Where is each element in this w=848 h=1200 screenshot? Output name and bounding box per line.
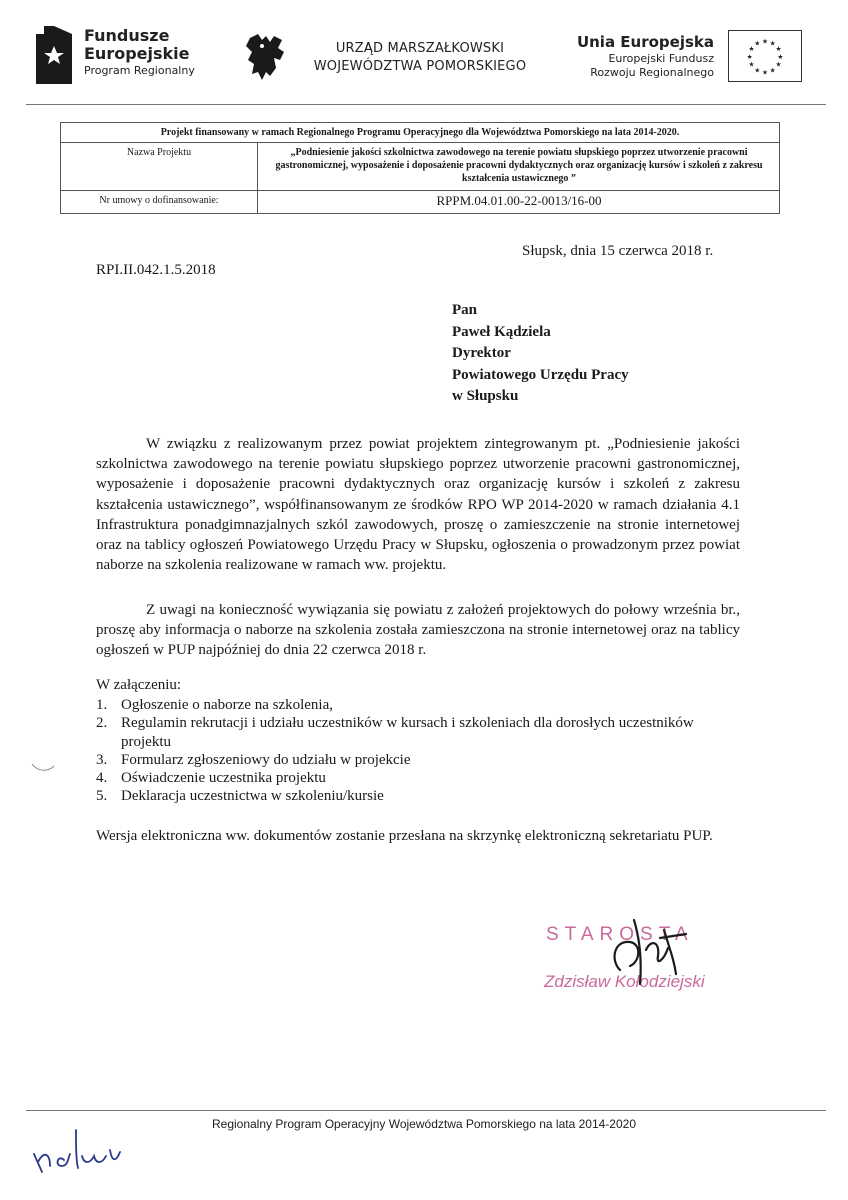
handwritten-signature [590,900,700,990]
svg-text:★: ★ [769,66,776,75]
fundusze-europejskie-text [84,28,195,76]
contract-number-label: Nr umowy o dofinansowanie: [99,195,219,206]
list-item [96,714,716,751]
list-item-text: Oświadczenie uczestnika projektu [121,770,326,787]
ue-line1: Unia Europejska [576,33,714,51]
list-item-number: 3. [96,751,108,768]
svg-text:★: ★ [748,60,755,69]
fe-line1: Fundusze [84,26,170,45]
fe-line2: Europejskie [84,44,190,63]
list-item [96,787,716,805]
contract-number-value: RPPM.04.01.00-22-0013/16-00 [436,193,602,208]
ue-line2: Europejski Fundusz [608,52,714,65]
attachments-list [96,696,716,806]
addressee-office: Powiatowego Urzędu Pracy [452,366,629,383]
svg-text:★: ★ [769,39,776,48]
list-item-number: 2. [96,715,108,732]
addressee-name: Paweł Kądziela [452,323,551,340]
svg-text:★: ★ [746,52,753,61]
attachments-title: W załączeniu: [96,677,182,693]
project-name-value: „Podniesienie jakości szkolnictwa zawodowego na terenie powiatu słupskiego poprzez utworzenie pracowni gastronomicznej, wyposażenie i doposażenie pracowni dydaktycznych oraz organizację kursów i szkoleń z zakresu kształcenia ustawicznego ” [275,147,763,184]
handwritten-annotation [28,1110,138,1180]
project-info-table [60,122,780,214]
list-item [96,751,716,769]
fe-line3: Program Regionalny [84,64,195,77]
svg-text:★: ★ [775,45,782,54]
svg-text:★: ★ [754,39,761,48]
list-item-text: Ogłoszenie o naborze na szkolenia, [121,697,333,713]
project-name-label: Nazwa Projektu [126,147,192,158]
footer-text: Regionalny Program Operacyjny Województwa Pomorskiego na lata 2014-2020 [211,1117,636,1131]
list-item-number: 4. [96,770,108,787]
letterhead [0,0,848,110]
list-item [96,696,716,714]
table-column-divider [257,143,258,214]
addressee-salutation: Pan [452,302,478,318]
um-line2: WOJEWÓDZTWA POMORSKIEGO [313,59,527,74]
list-item-text: Formularz zgłoszeniowy do udziału w projekcie [121,751,411,768]
body-paragraph-1: W związku z realizowanym przez powiat projektem zintegrowanym pt. „Podniesienie jakości szkolnictwa zawodowego na terenie powiatu słupskiego poprzez utworzenie pracowni gastronomicznej, wyposażenie i doposażenie pracowni dydaktycznych oraz organizację kursów i szkoleń z zakresu kształcenia ustawicznego”, współfinansowanym ze środków RPO WP 2014-2020 w ramach działania 4.1 Infrastruktura ponadgimnazjalnych szkól zawodowych, proszę o zamieszczenie na stronie internetowej oraz na tablicy ogłoszeń Powiatowego Urzędu Pracy w Słupsku, ogłoszenia o prowadzonym przez powiat naborze na szkolenia realizowane w ramach ww. projektu. [96,436,740,574]
project-name-row [61,143,779,191]
unia-europejska-text [560,32,714,80]
addressee-block [452,300,629,408]
header-divider [26,104,826,105]
eu-flag-icon [728,30,802,82]
list-item-number: 1. [96,697,108,713]
footer-divider [26,1110,826,1111]
body-paragraph-3: Wersja elektroniczna ww. dokumentów zostanie przesłana na skrzynkę elektroniczną sekretariatu PUP. [96,828,713,844]
letter-date: Słupsk, dnia 15 czerwca 2018 r. [522,243,714,259]
svg-text:★: ★ [777,52,784,61]
svg-text:★: ★ [761,68,769,77]
addressee-city: w Słupsku [452,388,519,404]
body-paragraph-2: Z uwagi na konieczność wywiązania się powiatu z założeń projektowych do połowy września br., proszę aby informacja o naborze na szkolenia została zamieszczona na stronie internetowej oraz na tablicy ogłoszeń w PUP najpóźniej do dnia 22 czerwca 2018 r. [96,602,740,659]
contract-number-row [61,191,779,214]
svg-text:★: ★ [775,60,782,69]
svg-text:★: ★ [761,37,769,46]
fundusze-europejskie-logo [36,26,72,84]
ue-line3: Rozwoju Regionalnego [590,66,714,79]
list-item-number: 5. [96,788,108,805]
svg-text:★: ★ [748,45,755,54]
list-item-text: Regulamin rekrutacji i udziału uczestników w kursach i szkoleniach dla dorosłych uczestników projektu [121,715,694,750]
stamp-title: STAROSTA [546,924,694,945]
list-item [96,769,716,787]
griffin-coat-of-arms-icon [244,32,288,82]
um-line1: URZĄD MARSZAŁKOWSKI [335,41,505,56]
addressee-title: Dyrektor [452,345,511,361]
list-item-text: Deklaracja uczestnictwa w szkoleniu/kursie [121,788,384,805]
letter-reference-number: RPI.II.042.1.5.2018 [96,262,216,278]
margin-pen-mark [28,748,58,778]
project-funding-heading: Projekt finansowany w ramach Regionalnego Programu Operacyjnego dla Województwa Pomorskiego na lata 2014-2020. [61,123,779,143]
svg-text:★: ★ [754,66,761,75]
stamp-name: Zdzisław Kołodziejski [544,972,705,991]
urzad-marszalkowski-text [300,40,540,76]
